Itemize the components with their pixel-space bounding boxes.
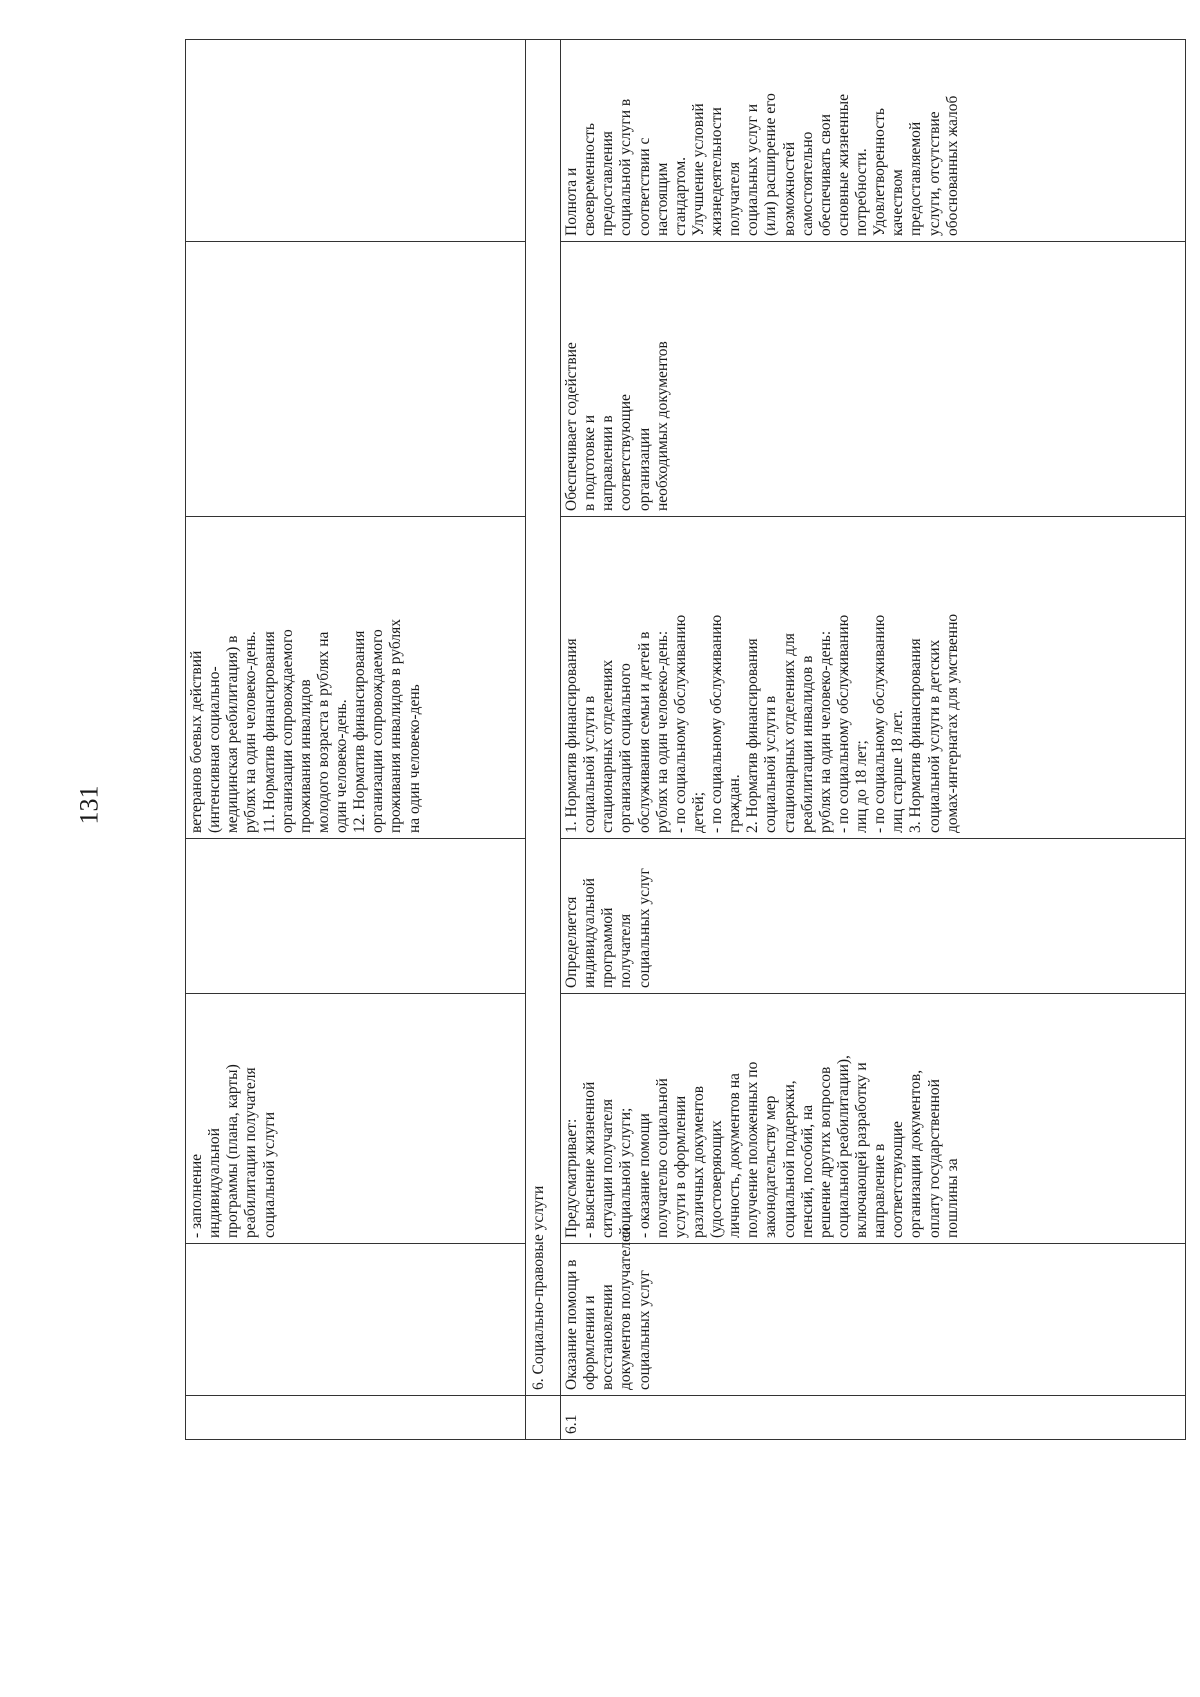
text-line: организации (635, 427, 653, 511)
text-line: - выяснение жизненной (581, 1081, 599, 1238)
text-line: Определяется (563, 896, 580, 988)
text-line: социальных услуг (635, 868, 653, 988)
text-line: реабилитации получателя (242, 1067, 260, 1238)
text-line: Улучшение условий (689, 103, 707, 236)
cell-number-empty (186, 1396, 526, 1440)
text-line: детей; (689, 791, 707, 833)
table-row-6-1 (561, 40, 1186, 1440)
text-line: организаций социального (617, 663, 635, 833)
text-line: своевременность (581, 123, 599, 236)
text-line: рублях на один человеко-день. (242, 631, 260, 833)
text-line: оплату государственной (925, 1079, 943, 1238)
text-line: получателю социальной (653, 1078, 671, 1238)
text-line: - по социальному обслуживанию (834, 614, 852, 833)
text-line: индивидуальной (581, 878, 599, 988)
text-line: - по социальному обслуживанию (871, 614, 889, 833)
text-line: ситуации получателя (599, 1098, 617, 1238)
text-line: Удовлетворенность (871, 108, 889, 236)
text-line: услуги, отсутствие (925, 111, 943, 236)
page-number: 131 (74, 785, 104, 825)
text-line: социальной услуги в (617, 98, 635, 236)
text-line: документов получателей (617, 1226, 635, 1390)
text-line: молодого возраста в рублях на (314, 631, 332, 833)
text-line: организации сопровождаемого (369, 629, 387, 833)
text-line: 3. Норматив финансирования (907, 638, 925, 833)
text-line: медицинская реабилитация) в (224, 635, 242, 833)
text-line: Полнота и (563, 167, 580, 236)
text-line: (или) расширение его (762, 93, 780, 236)
table-row-continuation (186, 40, 526, 1440)
text-line: социальной услуги в детских (925, 639, 943, 833)
text-line: настоящим (653, 162, 671, 236)
text-line: соответствующие (889, 1121, 907, 1238)
text-line: потребности. (853, 148, 870, 236)
text-line: законодательству мер (762, 1095, 780, 1238)
text-line: домах-интернатах для умственно (943, 613, 961, 833)
text-line: проживания инвалидов в рублях (387, 619, 405, 833)
text-line: организации документов, (907, 1069, 925, 1238)
cell-section-number-empty (526, 1396, 561, 1440)
text-line: 12. Норматив финансирования (351, 630, 369, 833)
text-line: социальной реабилитации), (834, 1055, 852, 1238)
text-line: (интенсивная социально- (206, 666, 224, 833)
text-line: стандартом. (671, 156, 689, 236)
service-name (561, 1226, 1186, 1396)
cell-name-empty (186, 1244, 526, 1396)
table-container (185, 40, 1200, 1440)
text-line: рублях на один человеко-день: (653, 630, 671, 833)
cell-volume-empty (186, 839, 526, 994)
text-line: соответствующие (617, 394, 635, 511)
text-line: Предусматривает: (563, 1118, 580, 1238)
text-line: социальных услуг и (744, 103, 762, 236)
cell-indicators-empty (186, 40, 526, 242)
text-line: услуги в оформлении (671, 1095, 689, 1238)
text-line: рублях на один человеко-день: (816, 630, 834, 833)
text-line: ветеранов боевых действий (188, 650, 205, 833)
cell-conditions-empty (186, 242, 526, 517)
text-line: социальной услуги в (762, 695, 780, 833)
text-line: организации сопровождаемого (278, 629, 296, 833)
text-line: пошлины за (943, 1158, 961, 1238)
text-line: получение положенных по (744, 1061, 762, 1238)
text-line: личность, документов на (726, 1073, 744, 1238)
text-line: предоставления (599, 131, 617, 236)
text-line: программой (599, 907, 617, 988)
text-line: реабилитации инвалидов в (798, 655, 816, 833)
text-line: включающей разработку и (853, 1062, 870, 1238)
text-line: - по социальному обслуживанию (708, 614, 725, 833)
text-line: социальных услуг (635, 1270, 653, 1390)
text-line: - по социальному обслуживанию (671, 614, 689, 833)
text-line: 1. Норматив финансирования (563, 638, 580, 833)
text-line: стационарных отделениях (599, 659, 617, 833)
text-line: - заполнение (188, 1153, 205, 1238)
cell-norms-continuation (186, 517, 526, 839)
text-line: решение других вопросов (816, 1066, 834, 1238)
text-line: предоставляемой (907, 121, 925, 236)
text-line: направление в (871, 1143, 889, 1238)
text-line: Оказание помощи в (563, 1259, 580, 1390)
text-line: необходимых документов (653, 341, 671, 511)
text-line: различных документов (689, 1085, 707, 1238)
text-line: получателя (726, 161, 744, 236)
service-norms (561, 517, 1186, 839)
text-line: стационарных отделениях для (780, 633, 798, 833)
text-line: качеством (889, 169, 907, 236)
text-line: Обеспечивает содействие (563, 342, 580, 511)
text-line: оформлении и (581, 1295, 599, 1390)
text-line: соответствии с (635, 137, 653, 236)
text-line: на один человеко-день (405, 684, 423, 833)
text-line: обслуживания семьи и детей в (635, 631, 653, 833)
cell-description-continuation (186, 994, 526, 1244)
text-line: индивидуальной (206, 1128, 224, 1238)
text-line: в подготовке и (581, 414, 599, 511)
rotated-table-frame (185, 40, 1200, 1440)
text-line: 11. Норматив финансирования (260, 631, 278, 833)
text-line: возможностей (780, 141, 798, 236)
text-line: жизнедеятельности (708, 107, 725, 236)
text-line: лиц до 18 лет; (853, 740, 870, 833)
service-conditions (561, 242, 1186, 517)
text-line: программы (плана, карты) (224, 1064, 242, 1238)
text-line: социальной поддержки, (780, 1080, 798, 1238)
text-line: обоснованных жалоб (943, 95, 961, 236)
text-line: лиц старше 18 лет. (889, 710, 907, 833)
section-title: 6. Социально-правовые услуги (526, 40, 561, 1396)
text-line: граждан. (726, 774, 744, 833)
text-line: 2. Норматив финансирования (744, 638, 762, 833)
table-row-section-header (526, 40, 561, 1440)
text-line: основные жизненные (834, 93, 852, 236)
service-volume (561, 839, 1186, 994)
text-line: - оказание помощи (635, 1113, 653, 1238)
row-number: 6.1 (561, 1396, 1186, 1440)
text-line: получателя (617, 913, 635, 988)
text-line: один человеко-день. (333, 699, 350, 833)
text-line: направлении в (599, 415, 617, 511)
text-line: проживания инвалидов (296, 679, 314, 833)
services-table (185, 39, 1186, 1440)
text-line: социальной услуги в (581, 695, 599, 833)
text-line: (удостоверяющих (708, 1120, 725, 1238)
service-indicators (561, 40, 1186, 242)
text-line: социальной услуги (260, 1111, 278, 1238)
text-line: восстановлении (599, 1284, 617, 1390)
service-description (561, 994, 1186, 1244)
text-line: самостоятельно (798, 131, 816, 236)
text-line: обеспечивать свои (816, 114, 834, 236)
text-line: социальной услуги; (617, 1107, 635, 1238)
text-line: пенсий, пособий, на (798, 1104, 816, 1238)
